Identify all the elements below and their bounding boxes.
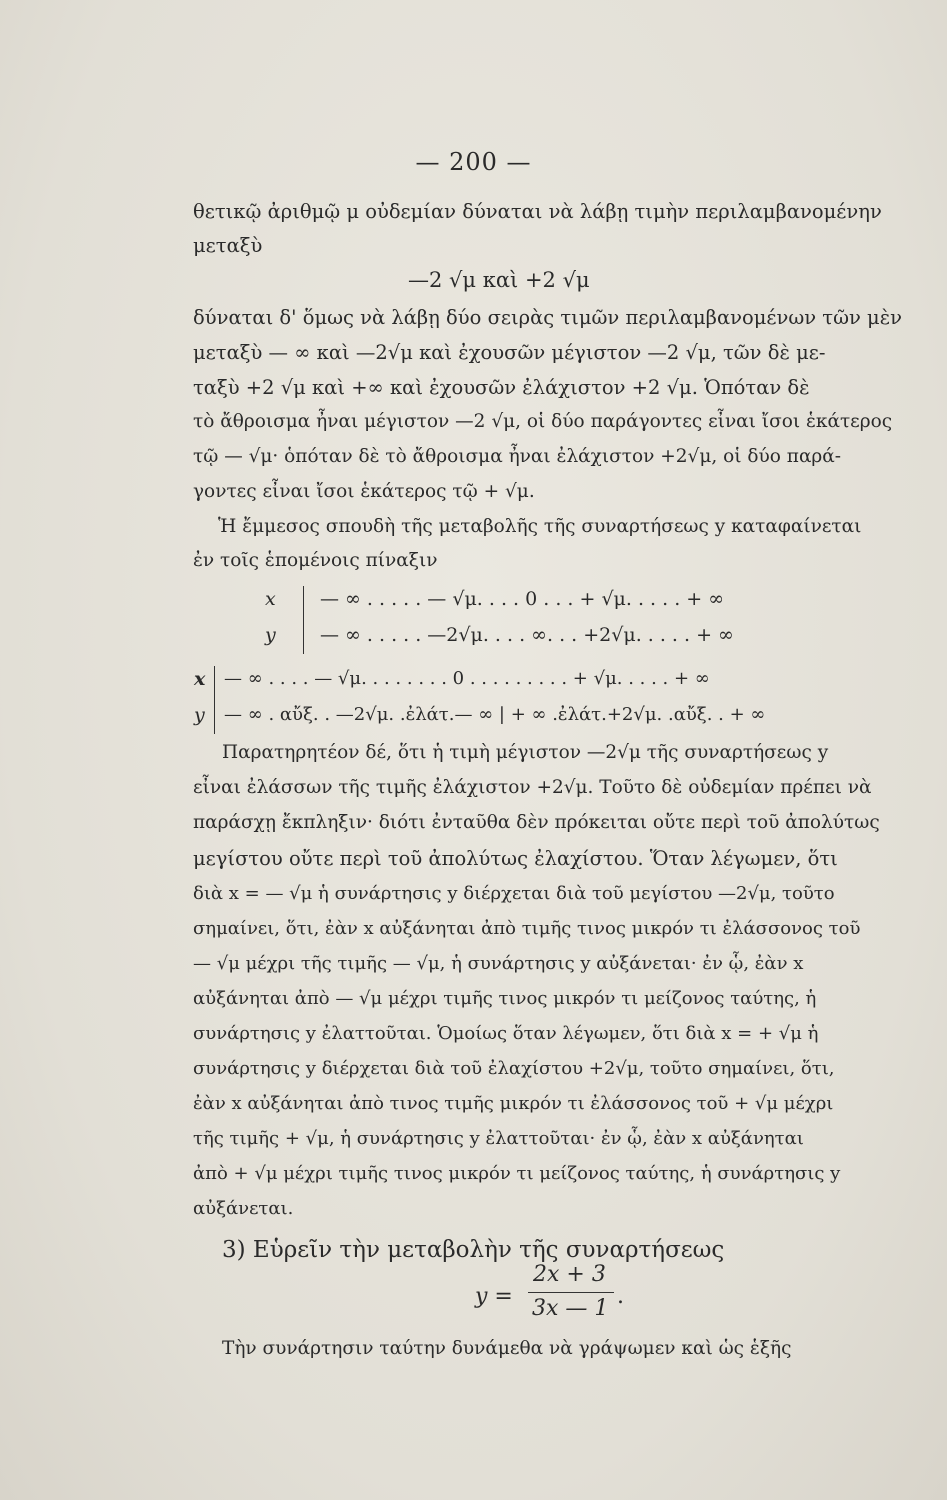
formula-lhs: y = bbox=[475, 1284, 513, 1309]
table2-divider bbox=[214, 666, 215, 734]
text-line: Ἡ ἔμμεσος σπουδὴ τῆς μεταβολῆς τῆς συναρτήσεως y καταφαίνεται bbox=[218, 516, 862, 537]
table1-x-label: x bbox=[265, 588, 276, 610]
text-line: — √μ μέχρι τῆς τιμῆς — √μ, ἡ συνάρτησις y αὐξάνεται· ἐν ᾧ, ἐὰν x bbox=[193, 953, 804, 974]
text-line: τῆς τιμῆς + √μ, ἡ συνάρτησις y ἐλαττοῦται· ἐν ᾧ, ἐὰν x αὐξάνηται bbox=[193, 1128, 804, 1149]
text-line: ἀπὸ + √μ μέχρι τιμῆς τινος μικρόν τι μείζονος ταύτης, ἡ συνάρτησις y bbox=[193, 1163, 841, 1184]
formula-denominator: 3x — 1 bbox=[532, 1296, 609, 1321]
formula-end: . bbox=[617, 1284, 624, 1309]
table2-x-label: x bbox=[194, 668, 206, 690]
table2-y-row: — ∞ . αὔξ. . —2√μ. .ἐλάτ.— ∞ | + ∞ .ἐλάτ.+2√μ. .αὔξ. . + ∞ bbox=[224, 704, 766, 725]
text-line: ἐν τοῖς ἑπομένοις πίναξιν bbox=[193, 550, 438, 571]
text-line: γοντες εἶναι ἴσοι ἑκάτερος τῷ + √μ. bbox=[193, 481, 535, 502]
text-line: ταξὺ +2 √μ καὶ +∞ καὶ ἐχουσῶν ἐλάχιστον +2 √μ. Ὁπόταν δὲ bbox=[193, 376, 810, 399]
text-line: δύναται δ' ὅμως νὰ λάβῃ δύο σειρὰς τιμῶν περιλαμβανομένων τῶν μὲν bbox=[193, 306, 903, 329]
table2-y-label: y bbox=[194, 704, 205, 726]
text-line: παράσχῃ ἔκπληξιν· διότι ἐνταῦθα δὲν πρόκειται οὔτε περὶ τοῦ ἀπολύτως bbox=[193, 812, 880, 833]
text-line-centered: —2 √μ καὶ +2 √μ bbox=[408, 268, 590, 292]
table1-x-row: — ∞ . . . . . — √μ. . . . 0 . . . + √μ. . . . . + ∞ bbox=[320, 588, 725, 610]
text-line: θετικῷ ἀριθμῷ μ οὐδεμίαν δύναται νὰ λάβῃ τιμὴν περιλαμβανομένην bbox=[193, 200, 882, 223]
table1-y-label: y bbox=[265, 624, 276, 646]
text-line: Τὴν συνάρτησιν ταύτην δυνάμεθα νὰ γράψωμεν καὶ ὡς ἑξῆς bbox=[222, 1338, 792, 1359]
table1-divider bbox=[303, 586, 304, 654]
text-line: τῷ — √μ· ὁπόταν δὲ τὸ ἄθροισμα ἦναι ἐλάχιστον +2√μ, οἱ δύο παρά- bbox=[193, 446, 842, 467]
text-line: μεταξὺ — ∞ καὶ —2√μ καὶ ἐχουσῶν μέγιστον —2 √μ, τῶν δὲ με- bbox=[193, 341, 826, 364]
text-line: αὐξάνηται ἀπὸ — √μ μέχρι τιμῆς τινος μικρόν τι μείζονος ταύτης, ἡ bbox=[193, 988, 817, 1009]
text-line: Παρατηρητέον δέ, ὅτι ἡ τιμὴ μέγιστον —2√μ τῆς συναρτήσεως y bbox=[222, 742, 829, 763]
formula-numerator: 2x + 3 bbox=[533, 1262, 606, 1287]
text-line: συνάρτησις y διέρχεται διὰ τοῦ ἐλαχίστου +2√μ, τοῦτο σημαίνει, ὅτι, bbox=[193, 1058, 835, 1079]
text-line: συνάρτησις y ἐλαττοῦται. Ὁμοίως ὅταν λέγωμεν, ὅτι διὰ x = + √μ ἡ bbox=[193, 1023, 819, 1044]
text-line: αὐξάνεται. bbox=[193, 1198, 294, 1219]
text-line: σημαίνει, ὅτι, ἐὰν x αὐξάνηται ἀπὸ τιμῆς τινος μικρόν τι ἐλάσσονος τοῦ bbox=[193, 918, 861, 939]
text-line: μεταξὺ bbox=[193, 234, 263, 257]
table2-x-row: — ∞ . . . . — √μ. . . . . . . . 0 . . . . . . . . . + √μ. . . . . + ∞ bbox=[224, 668, 710, 689]
text-line: διὰ x = — √μ ἡ συνάρτησις y διέρχεται διὰ τοῦ μεγίστου —2√μ, τοῦτο bbox=[193, 883, 835, 904]
text-line: τὸ ἄθροισμα ἦναι μέγιστον —2 √μ, οἱ δύο παράγοντες εἶναι ἴσοι ἑκάτερος bbox=[193, 411, 893, 432]
text-line: ἐὰν x αὐξάνηται ἀπὸ τινος τιμῆς μικρόν τι ἐλάσσονος τοῦ + √μ μέχρι bbox=[193, 1093, 834, 1114]
text-line: μεγίστου οὔτε περὶ τοῦ ἀπολύτως ἐλαχίστου. Ὅταν λέγωμεν, ὅτι bbox=[193, 847, 838, 870]
page-number: — 200 — bbox=[415, 148, 532, 176]
section-heading: 3) Εὑρεῖν τὴν μεταβολὴν τῆς συναρτήσεως bbox=[222, 1237, 725, 1263]
text-line: εἶναι ἐλάσσων τῆς τιμῆς ἐλάχιστον +2√μ. Τοῦτο δὲ οὐδεμίαν πρέπει νὰ bbox=[193, 777, 872, 798]
fraction-bar bbox=[528, 1292, 614, 1293]
table1-y-row: — ∞ . . . . . —2√μ. . . . ∞. . . +2√μ. . . . . + ∞ bbox=[320, 624, 734, 646]
